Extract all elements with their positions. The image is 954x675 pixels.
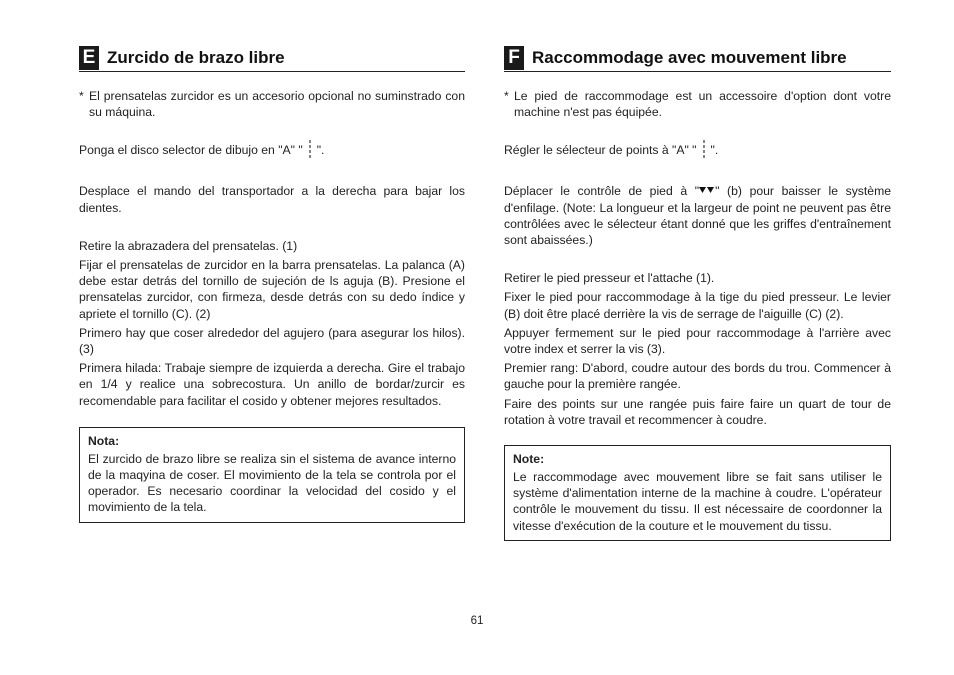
section-header — [504, 44, 891, 72]
selector-text-before: Ponga el disco selector de dibujo en "A" " — [79, 143, 303, 158]
straight-stitch-icon — [699, 139, 709, 161]
selector-text-before: Régler le sélecteur de points à "A" " — [504, 143, 697, 158]
asterisk: * — [79, 89, 84, 103]
step-3: Appuyer fermement sur le pied pour raccommodage à l'arrière avec votre index et serrer la vis (3). — [504, 325, 891, 357]
page-number: 61 — [470, 615, 484, 627]
note-box — [504, 445, 891, 541]
step-1: Retirer le pied presseur et l'attache (1). — [504, 271, 715, 286]
note-label: Note: — [513, 452, 545, 467]
selector-instruction — [504, 139, 891, 161]
step-3: Primero hay que coser alrededor del agujero (para asegurar los hilos). (3) — [79, 325, 465, 357]
section-title: Raccommodage avec mouvement libre — [532, 47, 847, 67]
step-2: Fijar el prensatelas de zurcidor en la barra prensatelas. La palanca (A) debe estar detrás del tornillo de sujeción de ls aguja (B). Presione el prensatelas zurcidor, con firmeza, desde detrás con su dedo índice y apriete el tornillo (C). (2) — [79, 258, 465, 321]
feed-text-after: " (b) pour baisser le système d'enfilage. (Note: La longueur et la largeur de point ne peuvent pas être contrôlées avec le sélecteur étant donné que les griffes d'entraînement sont abaissées.) — [504, 184, 891, 248]
language-badge: E — [79, 46, 99, 70]
feed-dog-instruction — [504, 183, 891, 248]
step-2: Fixer le pied pour raccommodage à la tige du pied presseur. Le levier (B) doit être placé derrière la vis de serrage de l'aiguille (C) (2). — [504, 290, 891, 321]
note-text: El zurcido de brazo libre se realiza sin el sistema de avance interno de la maqyina de coser. El movimiento de la tela se controla por el operador. Es necesario coordinar la velocidad del cosido y el movimiento de la tela. — [88, 451, 456, 515]
step-4: Primera hilada: Trabaje siempre de izquierda a derecha. Gire el trabajo en 1/4 y realice una sobrecostura. Un anillo de bordar/zurcir es recomendable para facilitar el cosido y obtener mejores resultados. — [79, 361, 465, 408]
selector-instruction — [79, 139, 465, 161]
feed-dog-instruction: Desplace el mando del transportador a la derecha para bajar los dientes. — [79, 184, 465, 215]
straight-stitch-icon — [305, 139, 315, 161]
selector-text-after: ". — [316, 143, 325, 158]
step-5: Faire des points sur une rangée puis faire faire un quart de tour de rotation à votre travail et recommencer à coudre. — [504, 396, 891, 427]
note-text: Le raccommodage avec mouvement libre se fait sans utiliser le système d'alimentation interne de la machine à coudre. L'opérateur contrôle le mouvement du tissu. Il est nécessaire de coordonner la vitesse d'exécution de la couture et le mouvement du tissu. — [513, 470, 882, 533]
bullet-text: Le pied de raccommodage est un accessoire d'option dont votre machine n'est pas équipée. — [514, 89, 891, 120]
note-box — [79, 427, 465, 523]
section-title: Zurcido de brazo libre — [107, 47, 285, 67]
step-1: Retire la abrazadera del prensatelas. (1) — [79, 238, 298, 253]
asterisk: * — [504, 89, 509, 103]
section-spanish — [79, 44, 465, 523]
feed-dog-down-icon — [699, 185, 715, 195]
section-french — [504, 44, 891, 541]
bullet-text: El prensatelas zurcidor es un accesorio opcional no suminstrado con su máquina. — [89, 89, 465, 120]
note-label: Nota: — [88, 433, 120, 448]
selector-text-after: ". — [710, 143, 719, 158]
optional-accessory-note — [79, 88, 465, 120]
step-4: Premier rang: D'abord, coudre autour des bords du trou. Commencer à gauche pour la première rangée. — [504, 361, 891, 392]
section-header — [79, 44, 465, 72]
optional-accessory-note — [504, 88, 891, 120]
language-badge: F — [504, 46, 524, 70]
feed-text-before: Déplacer le contrôle de pied à " — [504, 184, 700, 199]
